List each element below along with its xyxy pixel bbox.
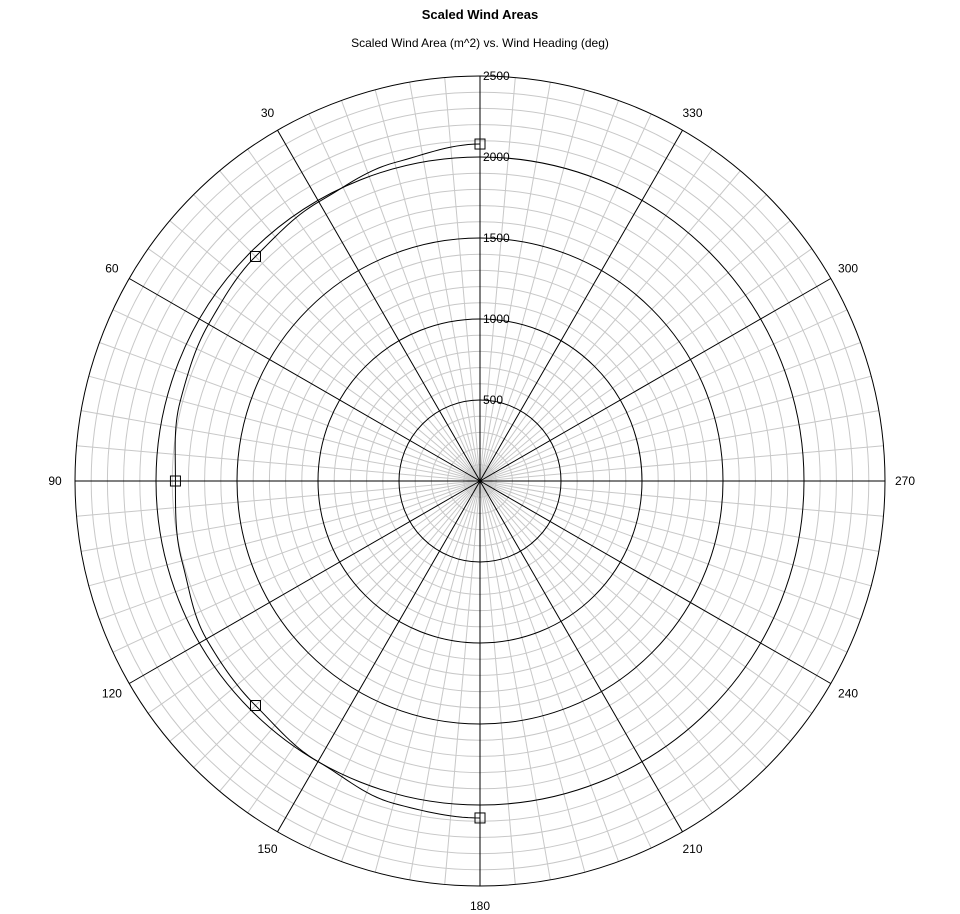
minor-spoke	[480, 446, 883, 481]
minor-spoke	[89, 481, 480, 586]
angle-label: 90	[48, 474, 62, 488]
minor-spoke	[375, 481, 480, 872]
angle-label: 30	[260, 105, 275, 120]
minor-spoke	[77, 481, 480, 516]
angle-label: 330	[682, 105, 703, 120]
angle-label: 180	[469, 899, 491, 913]
minor-spoke	[480, 90, 585, 481]
angle-label: 300	[838, 261, 859, 276]
minor-spoke	[480, 481, 871, 586]
radial-label: 500	[483, 393, 504, 407]
chart-subtitle: Scaled Wind Area (m^2) vs. Wind Heading (deg)	[351, 36, 609, 50]
minor-spoke	[480, 481, 883, 516]
minor-spoke	[445, 481, 480, 884]
angle-label: 270	[894, 474, 916, 488]
radial-label: 1500	[483, 231, 510, 245]
angle-label: 60	[105, 261, 119, 276]
minor-spoke	[77, 446, 480, 481]
radial-label: 2000	[483, 150, 510, 164]
radial-label: 1000	[483, 312, 510, 326]
angle-label: 210	[682, 842, 703, 857]
minor-spoke	[480, 78, 515, 481]
angle-label: 240	[838, 686, 859, 701]
radial-tick-labels	[483, 69, 510, 407]
minor-spoke	[375, 90, 480, 481]
minor-spoke	[480, 376, 871, 481]
angle-label: 150	[257, 842, 278, 857]
minor-spoke	[445, 78, 480, 481]
chart-title: Scaled Wind Areas	[421, 7, 539, 22]
minor-spoke	[480, 481, 585, 872]
minor-spoke	[89, 376, 480, 481]
minor-spoke	[480, 481, 515, 884]
angle-label: 120	[101, 686, 122, 701]
angular-tick-labels	[48, 106, 915, 913]
radial-label: 2500	[483, 69, 510, 83]
